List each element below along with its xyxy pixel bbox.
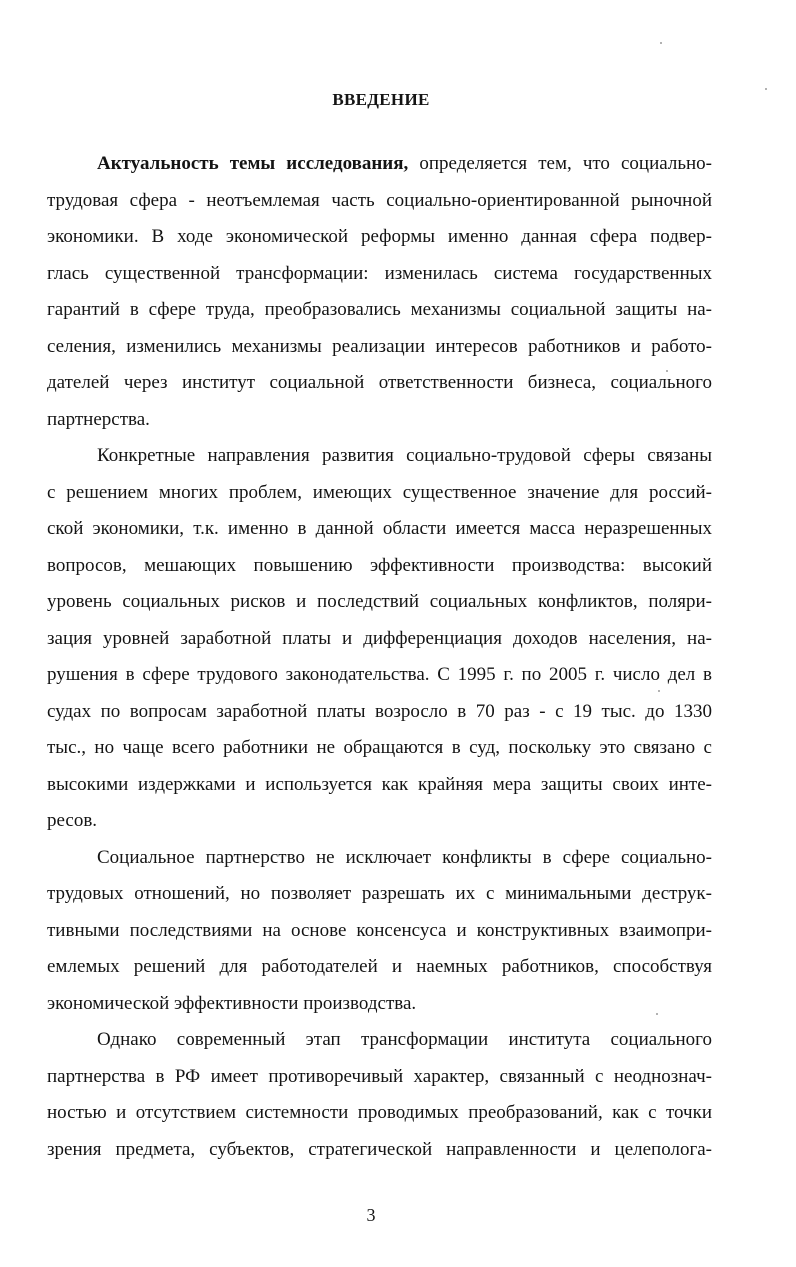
paragraph-line: партнерства в РФ имеет противоречивый характер, связанный с неоднознач- (47, 1065, 712, 1087)
paragraph-relevance (47, 146, 712, 438)
paragraph-line: ской экономики, т.к. именно в данной области имеется масса неразрешенных (47, 518, 712, 539)
page-title: ВВЕДЕНИЕ (332, 90, 430, 109)
scan-speck (765, 88, 767, 90)
paragraph-line: рушения в сфере трудового законодательства. С 1995 г. по 2005 г. число дел в (47, 664, 712, 685)
paragraph-line: трудовых отношений, но позволяет разрешать их с минимальными деструк- (47, 883, 712, 904)
page-number: 3 (366, 1205, 376, 1225)
scan-speck (656, 1013, 658, 1015)
paragraph-line: трудовая сфера - неотъемлемая часть социально-ориентированной рыночной (47, 189, 712, 211)
paragraph-line: судах по вопросам заработной платы возросло в 70 раз - с 19 тыс. до 1330 (47, 700, 712, 722)
paragraph-line: селения, изменились механизмы реализации интересов работников и работо- (47, 335, 712, 357)
paragraph-line: партнерства. (47, 408, 150, 430)
paragraph-line: тыс., но чаще всего работники не обращаются в суд, поскольку это связано с (47, 737, 712, 758)
paragraph-line: с решением многих проблем, имеющих существенное значение для россий- (47, 481, 712, 503)
paragraph-line: гарантий в сфере труда, преобразовались механизмы социальной защиты на- (47, 299, 712, 320)
paragraph-directions (47, 438, 712, 840)
scan-speck (660, 42, 662, 44)
bold-lead-phrase: Актуальность темы исследования, (97, 153, 409, 174)
paragraph-line: емлемых решений для работодателей и наемных работников, способствуя (47, 956, 712, 977)
paragraph-line: дателей через институт социальной ответственности бизнеса, социального (47, 372, 712, 393)
scan-speck (666, 370, 668, 372)
document-body (47, 146, 712, 1168)
paragraph-line: зация уровней заработной платы и дифференциация доходов населения, на- (47, 627, 712, 649)
paragraph-line: вопросов, мешающих повышению эффективности производства: высокий (47, 554, 712, 576)
paragraph-line: глась существенной трансформации: изменилась система государственных (47, 262, 712, 284)
paragraph-line: ностью и отсутствием системности проводимых преобразований, как с точки (47, 1102, 712, 1123)
paragraph-transformation (47, 1022, 712, 1168)
paragraph-line: Социальное партнерство не исключает конфликты в сфере социально- (97, 846, 712, 868)
paragraph-line: уровень социальных рисков и последствий социальных конфликтов, поляри- (47, 591, 712, 612)
paragraph-line: высокими издержками и используется как крайняя мера защиты своих инте- (47, 773, 712, 795)
paragraph-line: Конкретные направления развития социально-трудовой сферы связаны (97, 445, 712, 466)
paragraph-line: зрения предмета, субъектов, стратегической направленности и целеполога- (47, 1138, 712, 1160)
paragraph-line: экономической эффективности производства. (47, 992, 417, 1014)
paragraph-line (47, 146, 712, 183)
paragraph-partnership (47, 840, 712, 1023)
scan-speck (658, 690, 660, 692)
line-text: определяется тем, что социально- (408, 153, 712, 174)
paragraph-line: ресов. (47, 810, 98, 831)
paragraph-line: экономики. В ходе экономической реформы именно данная сфера подвер- (47, 226, 712, 247)
paragraph-line: Однако современный этап трансформации института социального (97, 1029, 712, 1050)
paragraph-line: тивными последствиями на основе консенсуса и конструктивных взаимопри- (47, 919, 712, 941)
